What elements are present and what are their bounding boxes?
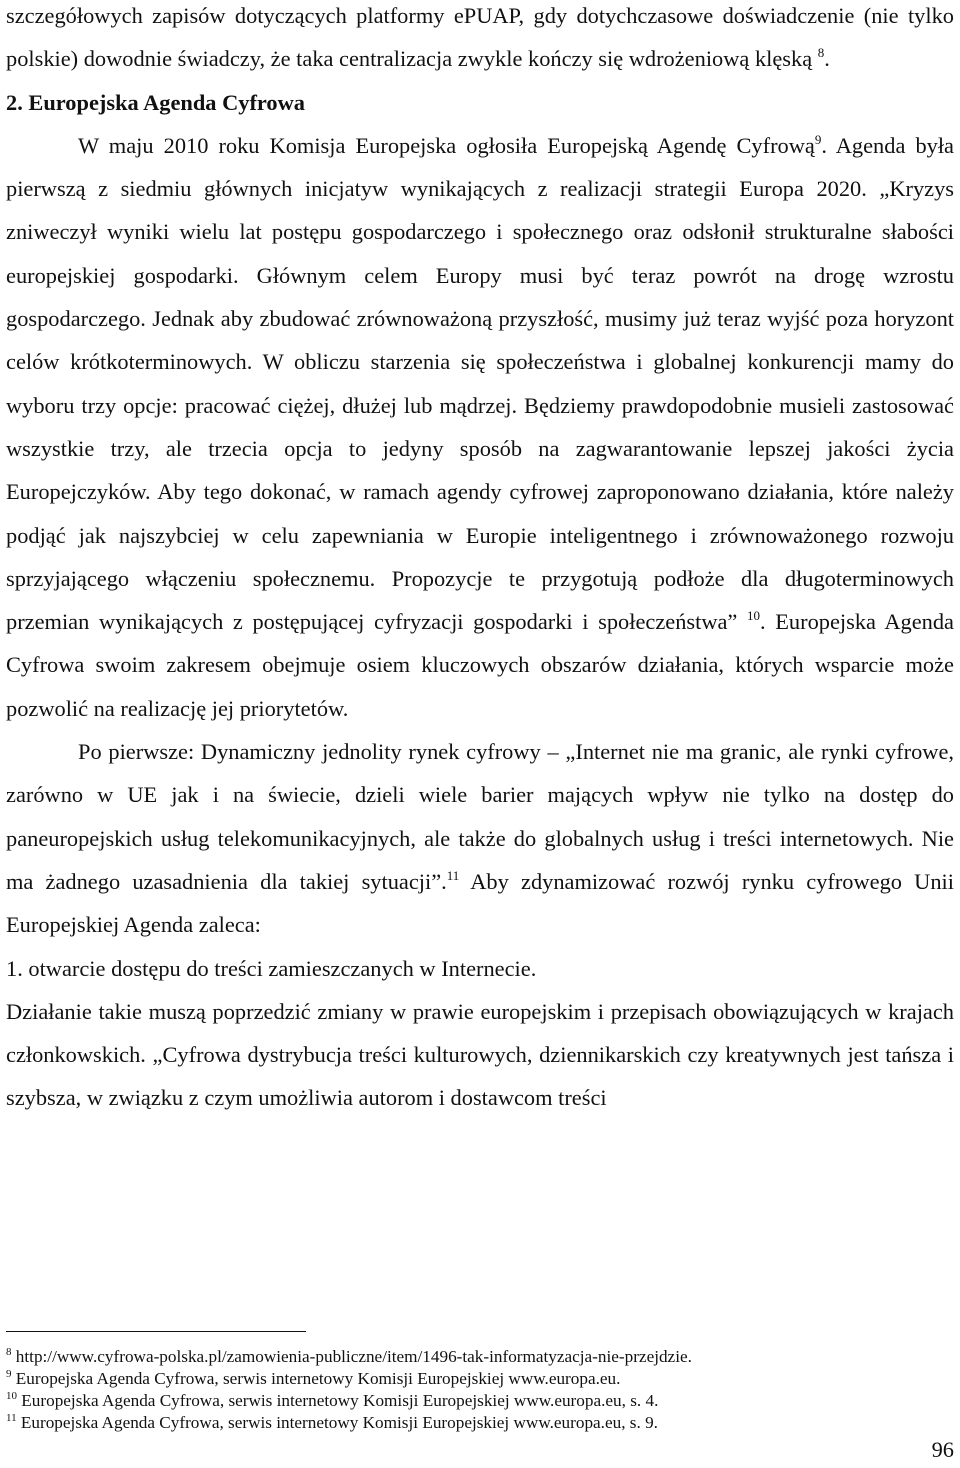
footnote-9 [6, 1368, 946, 1390]
footnote-text: Europejska Agenda Cyfrowa, serwis internetowy Komisji Europejskiej www.europa.eu, s. 9. [16, 1413, 658, 1432]
document-page [6, 0, 954, 1120]
list-item: 1. otwarcie dostępu do treści zamieszczanych w Internecie. [6, 955, 537, 981]
footnote-8 [6, 1346, 946, 1368]
footnote-number: 10 [6, 1390, 17, 1402]
paragraph-text: W maju 2010 roku Komisja Europejska ogłosiła Europejską Agendę Cyfrową [78, 132, 815, 158]
paragraph-text: . Agenda była pierwszą z siedmiu głównych inicjatyw wynikających z realizacji strategii Europa 2020. „Kryzys zniweczył wyniki wielu lat postępu gospodarczego i społecznego oraz odsłonił strukturalne słabości europejskiej gospodarki. Głównym celem Europy musi być teraz powrót na drogę wzrostu gospodarczego. Jednak aby zbudować zrównoważoną przyszłość, musimy już teraz wyjść poza horyzont celów krótkoterminowych. W obliczu starzenia się społeczeństwa i globalnej konkurencji mamy do wyboru trzy opcje: pracować ciężej, dłużej lub mądrzej. Będziemy prawdopodobnie musieli zastosować wszystkie trzy, ale trzecia opcja to jedyny sposób na zagwarantowanie lepszej jakości życia Europejczyków. Aby tego dokonać, w ramach agendy cyfrowej zaproponowano działania, które należy podjąć jak najszybciej w celu zapewniania w Europie inteligentnego i zrównoważonego rozwoju sprzyjającego włączeniu społecznemu. Propozycje te przygotują podłoże dla długoterminowych przemian wynikających z postępującej cyfryzacji gospodarki i społeczeństwa” [6, 132, 954, 635]
section-heading: 2. Europejska Agenda Cyfrowa [6, 89, 305, 115]
footnote-number: 9 [6, 1368, 12, 1380]
paragraph-text: Po pierwsze: Dynamiczny jednolity rynek cyfrowy – „Internet nie ma granic, ale rynki cyfrowe, zarówno w UE jak i na świecie, dzieli wiele barier mających wpływ nie tylko na dostęp do paneuropejskich usług telekomunikacyjnych, ale także do globalnych usług i treści internetowych. Nie ma żadnego uzasadnienia dla takiej sytuacji”. [6, 739, 954, 894]
footnote-text: Europejska Agenda Cyfrowa, serwis internetowy Komisji Europejskiej www.europa.eu, s. 4. [17, 1391, 659, 1410]
paragraph-digital-market [6, 730, 954, 946]
footnote-number: 11 [6, 1412, 17, 1424]
footnote-ref-9[interactable]: 9 [814, 131, 822, 147]
footnote-ref-8[interactable]: 8 [817, 45, 825, 61]
footnote-ref-11[interactable]: 11 [446, 867, 460, 883]
footnotes [6, 1346, 946, 1434]
paragraph-agenda [6, 124, 954, 730]
paragraph-legislation: Działanie takie muszą poprzedzić zmiany w prawie europejskim i przepisach obowiązujących w krajach członkowskich. „Cyfrowa dystrybucja treści kulturowych, dziennikarskich czy kreatywnych jest tańsza i szybsza, w związku z czym umożliwia autorom i dostawcom treści [6, 998, 954, 1111]
footnote-text[interactable]: http://www.cyfrowa-polska.pl/zamowienia-publiczne/item/1496-tak-informatyzacja-nie-przejdzie. [11, 1347, 692, 1366]
footnote-separator [6, 1331, 306, 1332]
footnote-10 [6, 1390, 946, 1412]
paragraph-text: . Europejska Agenda Cyfrowa swoim zakresem obejmuje osiem kluczowych obszarów działania, których wsparcie może pozwolić na realizację jej priorytetów. [6, 609, 954, 721]
paragraph-text-tail: . [824, 46, 830, 72]
footnote-ref-10[interactable]: 10 [747, 608, 761, 624]
paragraph-text: szczegółowych zapisów dotyczących platformy ePUAP, gdy dotychczasowe doświadczenie (nie tylko polskie) dowodnie świadczy, że taka centralizacja zwykle kończy się wdrożeniową klęską [6, 3, 954, 72]
paragraph-text: Aby zdynamizować rozwój rynku cyfrowego Unii Europejskiej Agenda zaleca: [6, 868, 954, 938]
footnote-text: Europejska Agenda Cyfrowa, serwis internetowy Komisji Europejskiej www.europa.eu. [11, 1369, 621, 1388]
page-number: 96 [931, 1437, 954, 1462]
footnote-11 [6, 1412, 946, 1434]
footnote-number: 8 [6, 1346, 12, 1358]
paragraph-intro [6, 0, 954, 81]
